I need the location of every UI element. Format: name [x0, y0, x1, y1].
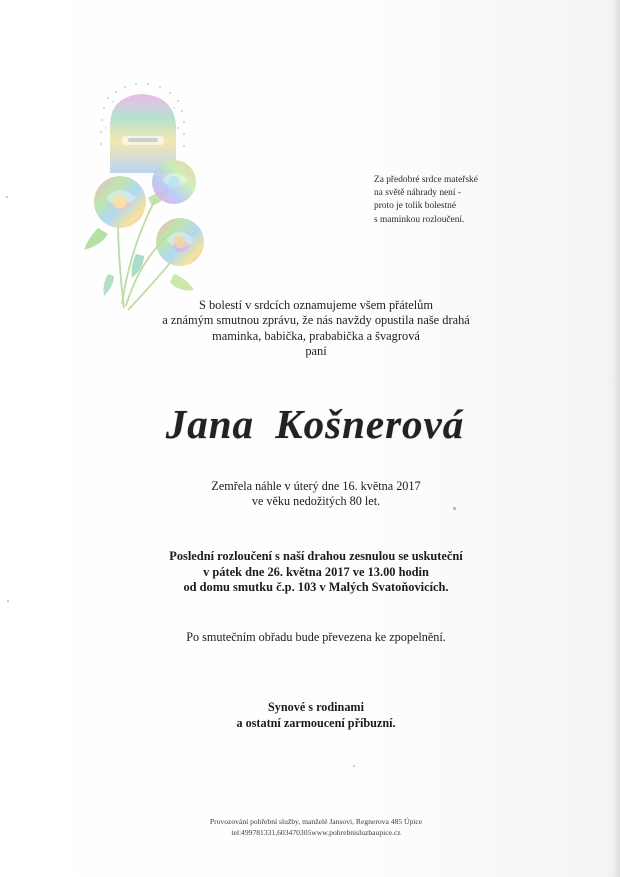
quote-line: na světě náhrady není -: [374, 188, 461, 199]
funeral-line: od domu smutku č.p. 103 v Malých Svatoňovicích.: [183, 580, 449, 595]
quote-line: proto je tolik bolestné: [374, 201, 457, 212]
footer-line: tel:499781331,603470305www.pohrebnisluzbaupice.cz: [231, 828, 401, 837]
scan-speck: [353, 765, 355, 767]
paper-edge-shadow: [614, 0, 620, 877]
announcement-line: maminka, babička, prababička a švagrová: [212, 328, 420, 343]
death-info-line: ve věku nedožitých 80 let.: [251, 494, 381, 509]
funeral-service-footer: [150, 816, 482, 838]
announcement-line: a známým smutnou zprávu, že nás navždy opustila naše drahá: [162, 313, 470, 328]
quote-line: s maminkou rozloučení.: [374, 214, 465, 225]
rose-bouquet-icon: [78, 78, 208, 316]
funeral-details: [110, 549, 522, 596]
cremation-note: Po smutečním obřadu bude převezena ke zpopelnění.: [186, 630, 446, 644]
memorial-quote: [374, 174, 524, 227]
funeral-line: Poslední rozloučení s naší drahou zesnulou se uskuteční: [169, 549, 463, 563]
signature-line: Synové s rodinami: [268, 700, 364, 714]
death-info: [150, 479, 482, 510]
death-info-line: Zemřela náhle v úterý dne 16. května 2017: [211, 479, 421, 493]
announcement-line: paní: [305, 344, 327, 359]
signature-line: a ostatní zarmoucení příbuzní.: [236, 716, 396, 730]
funeral-line: v pátek dne 26. května 2017 ve 13.00 hodin: [203, 564, 429, 579]
scan-speck: [453, 507, 456, 510]
announcement-text: [150, 298, 482, 360]
scan-speck: [7, 600, 9, 602]
announcement-line: S bolestí v srdcích oznamujeme všem přátelům: [199, 298, 433, 312]
family-signature: [150, 699, 482, 731]
scan-speck: [6, 196, 8, 198]
footer-line: Provozování pohřební služby, manželé Jansovi, Regnerova 485 Úpice: [209, 817, 423, 826]
quote-line: Za předobré srdce mateřské: [374, 175, 478, 185]
deceased-name: Jana Košnerová: [165, 401, 465, 447]
